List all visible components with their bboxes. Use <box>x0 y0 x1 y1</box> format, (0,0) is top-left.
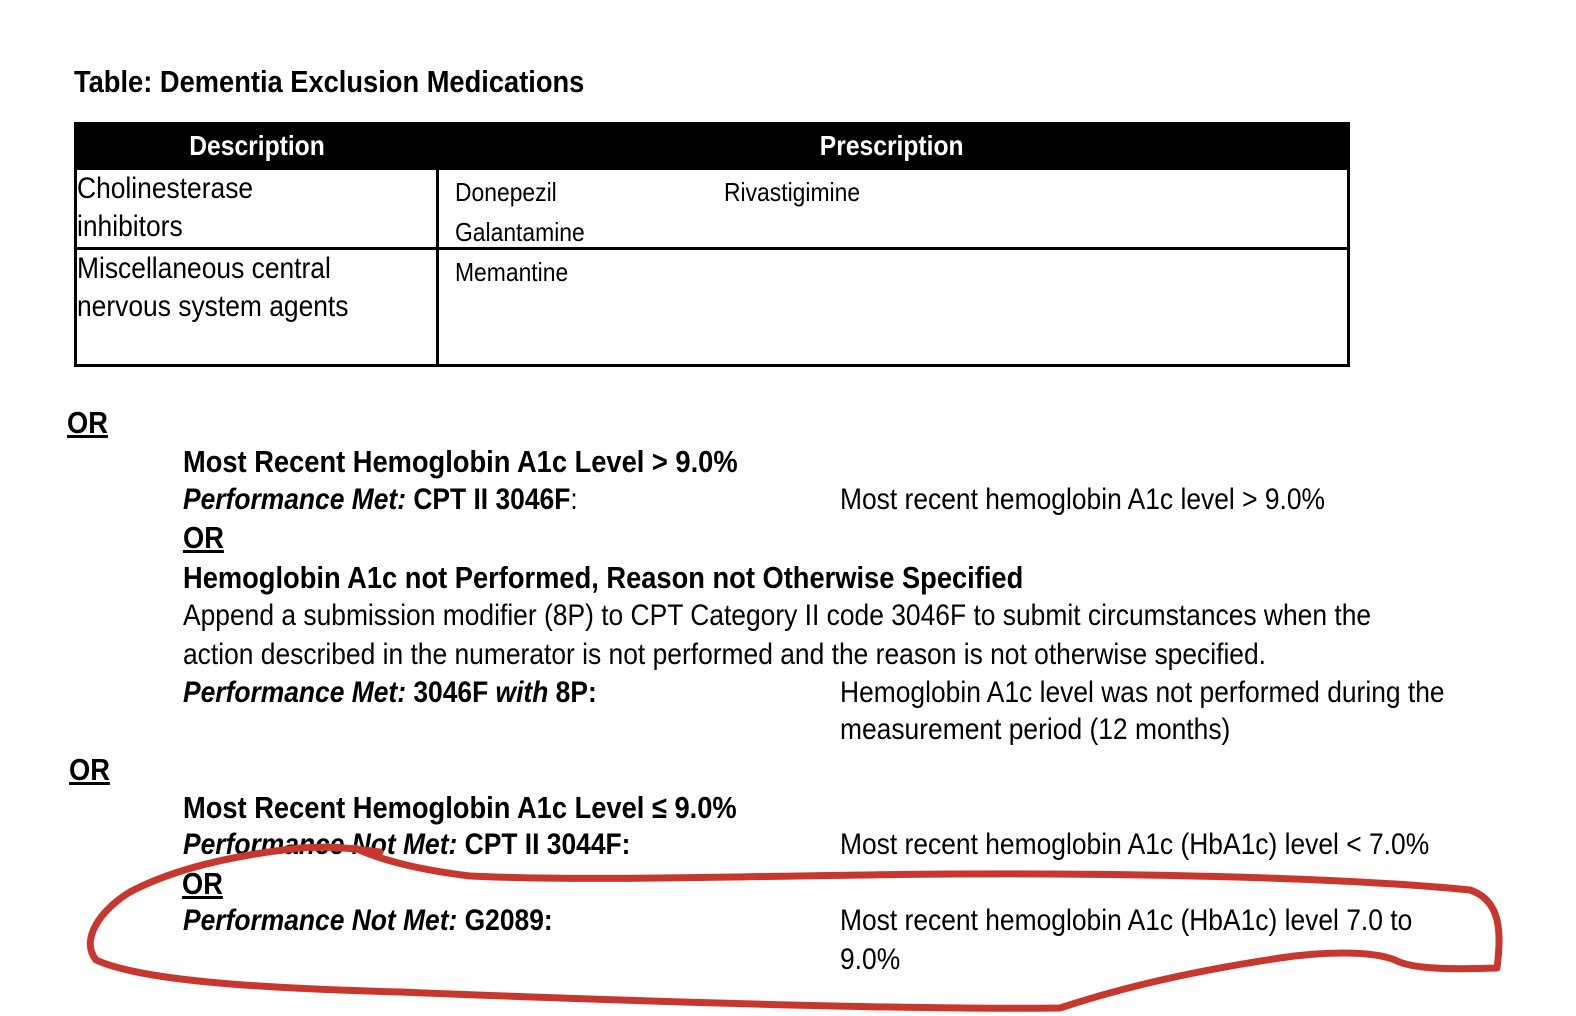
or-separator: OR <box>182 866 223 901</box>
description-line: inhibitors <box>77 210 183 243</box>
header-prescription-label: Prescription <box>820 130 964 161</box>
drug-name: Donepezil <box>454 177 557 207</box>
performance-description: Hemoglobin A1c level was not performed during the <box>840 676 1445 709</box>
dementia-medications-table <box>74 122 1350 367</box>
performance-description: Most recent hemoglobin A1c level > 9.0% <box>840 483 1326 516</box>
section-text-line: action described in the numerator is not performed and the reason is not otherwise specified. <box>183 638 1267 671</box>
table-header-row <box>76 124 1349 169</box>
performance-label: Performance Met: <box>183 483 406 516</box>
drug-name: Rivastigimine <box>723 177 860 207</box>
or-separator: OR <box>67 405 108 440</box>
performance-description: 9.0% <box>840 943 901 976</box>
drug-name: Memantine <box>454 257 568 287</box>
table-title: Table: Dementia Exclusion Medications <box>74 64 585 99</box>
header-description <box>76 124 438 169</box>
header-description-label: Description <box>189 130 325 161</box>
performance-description: Most recent hemoglobin A1c (HbA1c) level 7.0 to <box>840 904 1413 937</box>
performance-line <box>183 904 553 938</box>
row-description <box>76 169 438 249</box>
table-row <box>76 249 1349 366</box>
performance-label: Performance Met: <box>183 676 414 709</box>
performance-line <box>183 828 630 862</box>
performance-label: Performance Not Met: <box>183 904 458 937</box>
performance-code: CPT II 3046F <box>405 483 571 516</box>
row-description <box>76 249 438 366</box>
performance-description: measurement period (12 months) <box>840 713 1231 746</box>
performance-description: Most recent hemoglobin A1c (HbA1c) level < 7.0% <box>840 828 1430 861</box>
performance-code: G2089: <box>457 904 553 937</box>
header-prescription <box>437 124 1349 169</box>
section-heading: Hemoglobin A1c not Performed, Reason not Otherwise Specified <box>183 560 1024 595</box>
description-line: Cholinesterase <box>77 172 254 205</box>
section-heading: Most Recent Hemoglobin A1c Level > 9.0% <box>183 444 738 479</box>
performance-label: Performance Not Met: <box>183 828 458 861</box>
performance-line <box>183 483 578 517</box>
section-text-line: Append a submission modifier (8P) to CPT Category II code 3046F to submit circumstances when the <box>183 599 1372 632</box>
or-separator: OR <box>69 752 110 787</box>
performance-colon: : <box>570 483 578 516</box>
drug-name: Galantamine <box>454 217 585 247</box>
performance-modifier: 8P: <box>555 676 597 709</box>
performance-line <box>183 676 597 710</box>
or-separator: OR <box>183 520 224 555</box>
description-line: Miscellaneous central <box>77 252 331 285</box>
description-line: nervous system agents <box>77 290 349 323</box>
performance-with: with <box>488 676 556 709</box>
row-prescription <box>437 169 1349 249</box>
row-prescription <box>437 249 1349 366</box>
table-row <box>76 169 1349 249</box>
performance-code: CPT II 3044F: <box>457 828 631 861</box>
section-heading: Most Recent Hemoglobin A1c Level ≤ 9.0% <box>183 790 737 825</box>
performance-code: 3046F <box>413 676 489 709</box>
